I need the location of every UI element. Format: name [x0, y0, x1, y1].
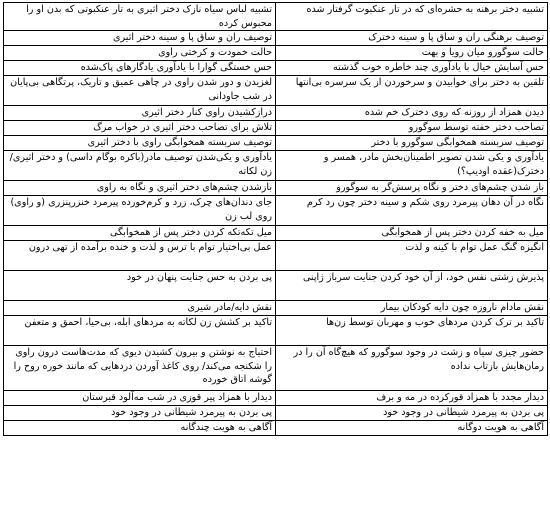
cell-right-column: توصیف سربسته همخوابگی سوگورو با دختر [276, 136, 548, 151]
cell-right-column: پذیرش زشتی نفس خود، از آن خود کردن جنایت سرباز ژاپنی [276, 271, 548, 301]
cell-right-column: حضور چیزی سیاه و زشت در وجود سوگورو که هیچ‌گاه آن را در رمان‌هایش بازتاب نداده [276, 346, 548, 391]
cell-left-column: درازکشیدن راوی کنار دختر اثیری [4, 106, 276, 121]
cell-left-column: توصیف ران و ساق پا و سینه دختر اثیری [4, 31, 276, 46]
cell-left-column: تشبیه لباس سیاه نازک دختر اثیری به تار عنکبوتی که بدن او را محبوس کرده [4, 3, 276, 31]
table-row [4, 106, 548, 121]
table-row [4, 31, 548, 46]
cell-left-column: پی بردن به پیرمرد شیطانی در وجود خود [4, 406, 276, 421]
cell-right-column: نقش مادام ناروزه چون دایه کودکان بیمار [276, 301, 548, 316]
cell-left-column: میل تکه‌تکه کردن دختر پس از همخوابگی [4, 226, 276, 241]
comparison-table [3, 2, 548, 436]
cell-right-column: پی بردن به پیرمرد شیطانی در وجود خود [276, 406, 548, 421]
cell-right-column: دیدار مجدد با همزاد قورکرده در مه و برف [276, 391, 548, 406]
cell-left-column: لغزیدن و دور شدن راوی در چاهی عمیق و تاریک، پرتگاهی بی‌پایان در شب جاودانی [4, 76, 276, 106]
cell-left-column: حس خستگی گوارا با یادآوری یادگارهای پاک‌شده [4, 61, 276, 76]
table-row [4, 421, 548, 436]
comparison-table-container [3, 2, 547, 436]
cell-left-column: بازشدن چشم‌های دختر اثیری و نگاه به راوی [4, 181, 276, 196]
cell-right-column: حس آسایش خیال با یادآوری چند خاطره خوب گذشته [276, 61, 548, 76]
table-row [4, 316, 548, 346]
table-row [4, 241, 548, 271]
cell-right-column: میل به خفه کردن دختر پس از همخوابگی [276, 226, 548, 241]
cell-left-column: توصیف سربسته همخوابگی راوی با دختر اثیری [4, 136, 276, 151]
table-row [4, 76, 548, 106]
cell-right-column: یادآوری و یکی شدن تصویر اطمینان‌بخش مادر، همسر و دخترک(عقده اودیپ؟) [276, 151, 548, 181]
table-row [4, 61, 548, 76]
table-row [4, 391, 548, 406]
cell-left-column: تلاش برای تصاحب دختر اثیری در خواب مرگ [4, 121, 276, 136]
cell-right-column: آگاهی به هویت دوگانه [276, 421, 548, 436]
table-row [4, 121, 548, 136]
cell-right-column: تاکید بر ترک کردن مردهای خوب و مهربان توسط زن‌ها [276, 316, 548, 346]
table-row [4, 301, 548, 316]
cell-left-column: عمل بی‌اختیار توام با ترس و لذت و خنده برآمده از تهی درون [4, 241, 276, 271]
table-row [4, 346, 548, 391]
cell-right-column: دیدن همزاد از روزنه که روی دخترک خم شده [276, 106, 548, 121]
cell-left-column: آگاهی به هویت چندگانه [4, 421, 276, 436]
cell-right-column: تصاحب دختر خفته توسط سوگورو [276, 121, 548, 136]
table-row [4, 3, 548, 31]
table-row [4, 406, 548, 421]
cell-right-column: نگاه در آن دهان پیرمرد روی شکم و سینه دختر چون رد کرم [276, 196, 548, 226]
cell-left-column: تاکید بر کشش زن لکاته به مردهای ابله، بی‌حیا، احمق و متعفن [4, 316, 276, 346]
cell-left-column: پی بردن به حس جنایت پنهان در خود [4, 271, 276, 301]
table-row [4, 226, 548, 241]
cell-left-column: حالت خمودت و کرختی راوی [4, 46, 276, 61]
cell-right-column: تشبیه دختر برهنه به حشره‌ای که در تار عنکبوت گرفتار شده [276, 3, 548, 31]
cell-left-column: جای دندان‌های چرک، زرد و کرم‌خورده پیرمرد خنزرپنزری (و راوی) روی لب زن [4, 196, 276, 226]
table-row [4, 271, 548, 301]
cell-right-column: توصیف برهنگی ران و ساق پا و سینه دخترک [276, 31, 548, 46]
cell-left-column: نقش دایه/مادر شیری [4, 301, 276, 316]
table-row [4, 151, 548, 181]
table-row [4, 196, 548, 226]
table-body [4, 3, 548, 436]
cell-right-column: تلقین به دختر برای خوابیدن و سرخوردن از یک سرسره بی‌انتها [276, 76, 548, 106]
table-row [4, 136, 548, 151]
cell-left-column: احتیاج به نوشتن و بیرون کشیدن دیوی که مدت‌هاست درون راوی را شکنجه می‌کند/ روی کاغذ آوردن دردهایی که مانند خوره روح را گوشه اتاق خورده [4, 346, 276, 391]
table-row [4, 181, 548, 196]
cell-right-column: باز شدن چشم‌های دختر و نگاه پرسش‌گر به سوگورو [276, 181, 548, 196]
cell-right-column: حالت سوگورو میان رویا و بهت [276, 46, 548, 61]
table-row [4, 46, 548, 61]
cell-left-column: یادآوری و یکی‌شدن توصیف مادر(باکره بوگام داسی) و دختر اثیری/زن لکاته [4, 151, 276, 181]
cell-right-column: انگیزه گنگ عمل توام با کینه و لذت [276, 241, 548, 271]
cell-left-column: دیدار با همزاد پیر قوزی در شب مه‌آلود قبرستان [4, 391, 276, 406]
